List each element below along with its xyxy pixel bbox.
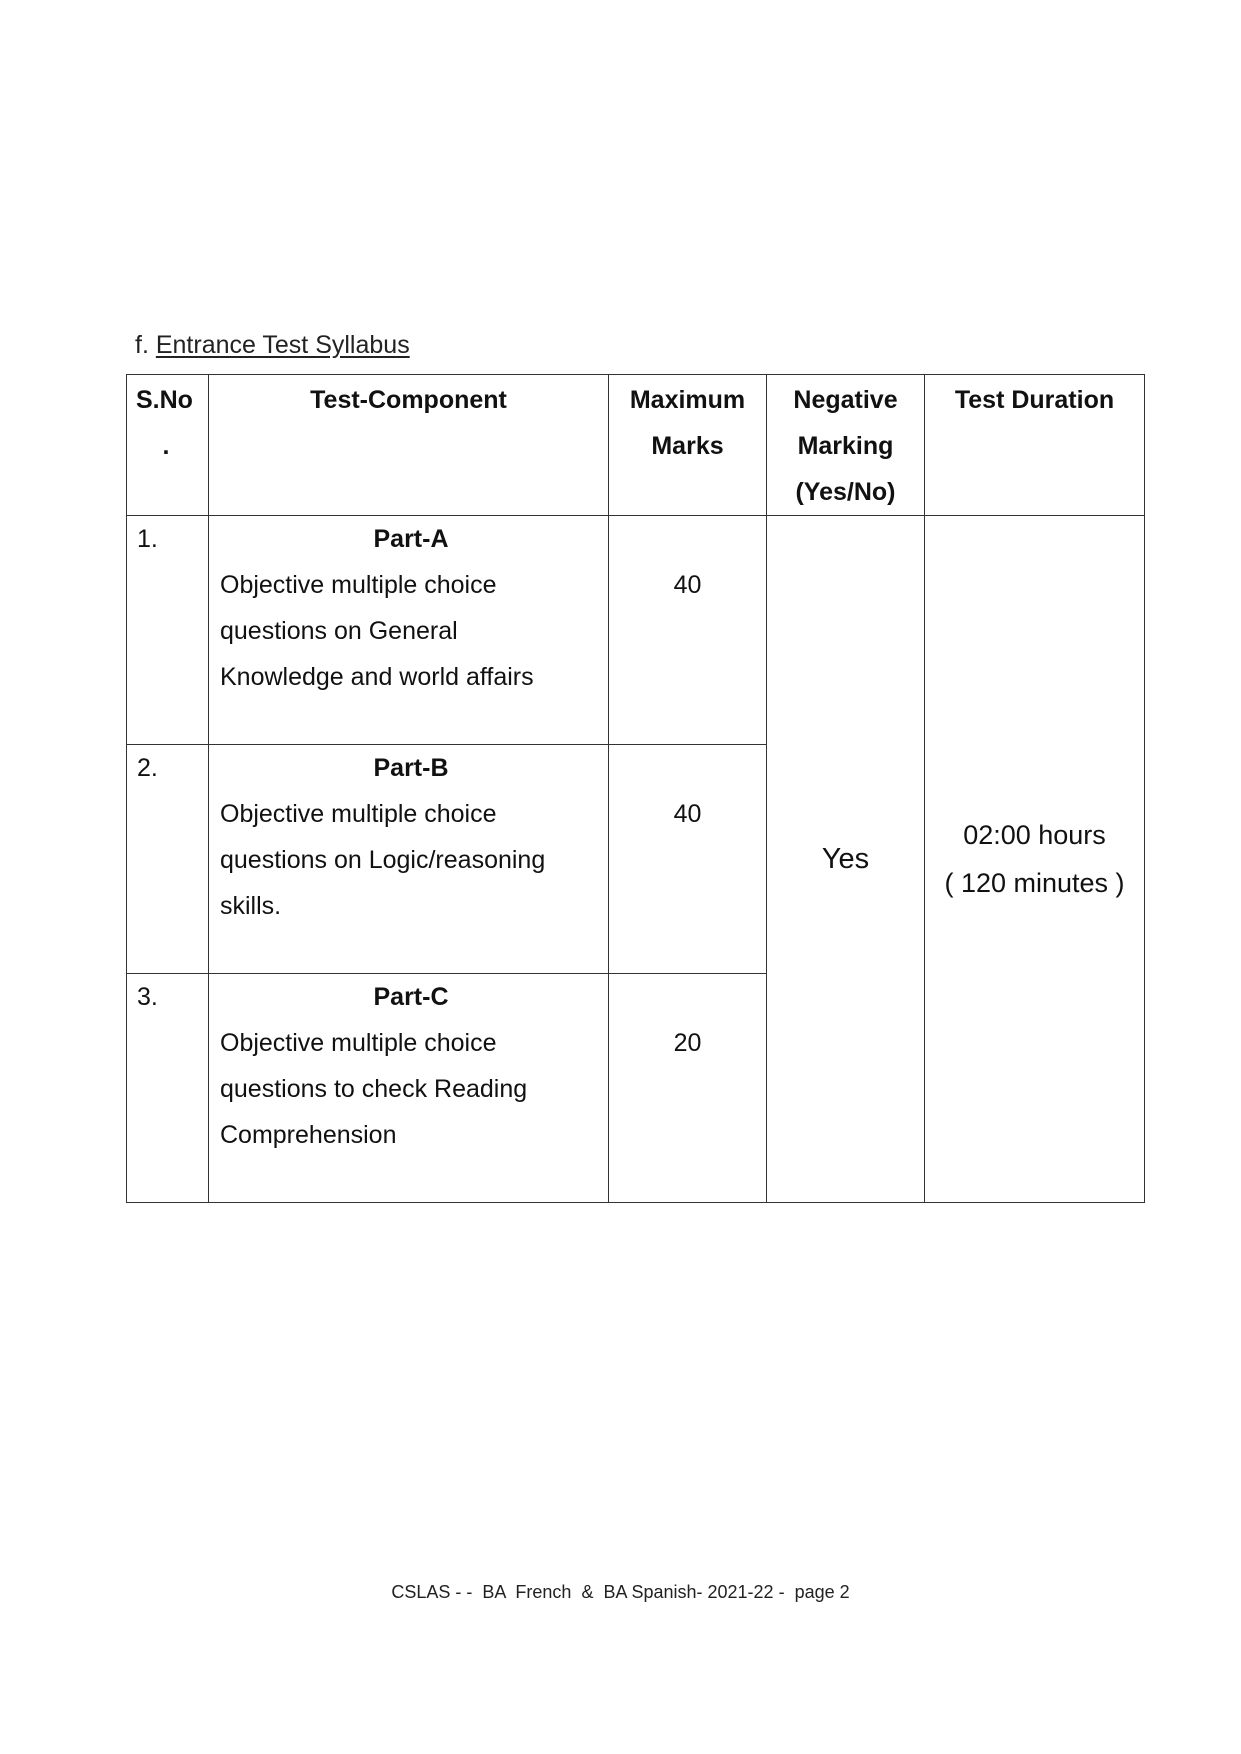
row-sno: 3. <box>127 974 209 1203</box>
part-desc-line: Objective multiple choice <box>220 571 497 599</box>
header-negative-line3: (Yes/No) <box>795 478 896 506</box>
header-sno <box>127 375 209 516</box>
part-title: Part-A <box>373 525 449 553</box>
syllabus-table <box>126 374 1145 1203</box>
header-marks-line1: Maximum <box>629 386 746 414</box>
part-desc-line: Comprehension <box>220 1121 397 1149</box>
row-marks: 20 <box>609 974 767 1203</box>
header-negative-line1: Negative <box>793 386 898 414</box>
row-marks: 40 <box>609 745 767 974</box>
header-duration: Test Duration <box>925 375 1145 516</box>
row-sno: 1. <box>127 516 209 745</box>
header-negative <box>767 375 925 516</box>
part-desc-line: questions on Logic/reasoning <box>220 846 546 874</box>
duration-line1: 02:00 hours <box>963 820 1106 850</box>
test-duration-cell <box>925 516 1145 1203</box>
row-component <box>209 974 609 1203</box>
part-title: Part-B <box>373 754 449 782</box>
part-desc-line: Objective multiple choice <box>220 800 497 828</box>
part-desc-line: Knowledge and world affairs <box>220 663 534 691</box>
row-sno: 2. <box>127 745 209 974</box>
row-marks: 40 <box>609 516 767 745</box>
header-marks <box>609 375 767 516</box>
part-desc-line: skills. <box>220 892 282 920</box>
section-prefix: f. <box>135 331 156 359</box>
part-title: Part-C <box>373 983 449 1011</box>
page-footer: CSLAS - - BA French & BA Spanish- 2021-22 - page 2 <box>391 1582 850 1602</box>
section-title: Entrance Test Syllabus <box>155 331 410 359</box>
table-row <box>127 516 1145 745</box>
header-negative-line2: Marking <box>797 432 894 460</box>
header-sno-line1: S.No <box>136 386 193 414</box>
section-heading <box>135 328 410 362</box>
part-desc-line: Objective multiple choice <box>220 1029 497 1057</box>
row-component <box>209 745 609 974</box>
negative-marking-cell: Yes <box>767 516 925 1203</box>
row-component <box>209 516 609 745</box>
header-component: Test-Component <box>209 375 609 516</box>
part-desc-line: questions on General <box>220 617 458 645</box>
part-desc-line: questions to check Reading <box>220 1075 528 1103</box>
duration-line2: ( 120 minutes ) <box>944 868 1125 898</box>
header-sno-line2: . <box>162 432 170 460</box>
table-header-row <box>127 375 1145 516</box>
header-marks-line2: Marks <box>651 432 724 460</box>
